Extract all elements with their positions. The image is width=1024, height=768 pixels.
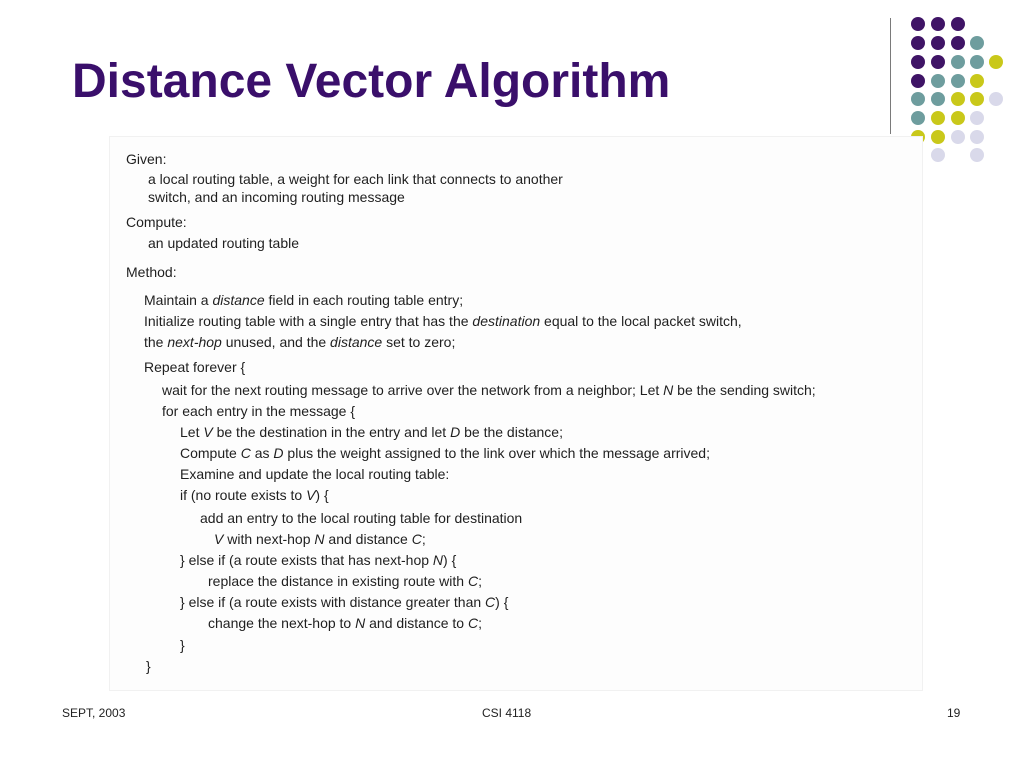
decor-dot	[951, 130, 965, 144]
algorithm-figure	[110, 137, 922, 690]
decor-dot	[931, 111, 945, 125]
method-line: V with next-hop N and distance C;	[214, 531, 426, 547]
decor-dot	[931, 55, 945, 69]
method-line: Maintain a distance field in each routing table entry;	[144, 292, 464, 308]
decor-dot	[931, 130, 945, 144]
decor-dot	[970, 74, 984, 88]
decor-dot	[970, 148, 984, 162]
decor-dot	[911, 74, 925, 88]
section-given-heading: Given:	[126, 151, 167, 167]
given-text-line: a local routing table, a weight for each link that connects to another	[148, 171, 563, 187]
method-line: change the next-hop to N and distance to C;	[208, 615, 482, 631]
method-line: replace the distance in existing route with C;	[208, 573, 482, 589]
section-method-heading: Method:	[126, 264, 177, 280]
method-line: if (no route exists to V) {	[180, 487, 329, 503]
decor-dot	[931, 148, 945, 162]
footer-date: SEPT, 2003	[62, 706, 126, 720]
method-line: }	[146, 658, 151, 674]
method-line: for each entry in the message {	[162, 403, 355, 419]
decor-dot	[951, 74, 965, 88]
decor-dot	[931, 92, 945, 106]
decor-dot	[911, 36, 925, 50]
method-line: Examine and update the local routing table:	[180, 466, 450, 482]
decor-dot	[970, 55, 984, 69]
decor-dot	[970, 130, 984, 144]
decor-dot	[951, 17, 965, 31]
given-text-line: switch, and an incoming routing message	[148, 189, 405, 205]
method-line: wait for the next routing message to arrive over the network from a neighbor; Let N be the sending switch;	[162, 382, 816, 398]
decor-dot	[911, 17, 925, 31]
method-line: } else if (a route exists with distance greater than C) {	[180, 594, 509, 610]
decor-dot	[911, 92, 925, 106]
decor-dot	[951, 36, 965, 50]
method-line: Let V be the destination in the entry and let D be the distance;	[180, 424, 563, 440]
decor-dot	[911, 55, 925, 69]
decor-dot	[970, 36, 984, 50]
decor-dot	[951, 111, 965, 125]
decor-dot	[931, 17, 945, 31]
decor-dot	[911, 111, 925, 125]
section-compute-heading: Compute:	[126, 214, 187, 230]
decor-dot	[931, 74, 945, 88]
title-divider-line	[890, 18, 891, 134]
method-line: the next-hop unused, and the distance set to zero;	[144, 334, 456, 350]
method-line: Repeat forever {	[144, 359, 246, 375]
decor-dot	[989, 92, 1003, 106]
compute-text-line: an updated routing table	[148, 235, 300, 251]
decor-dot	[970, 111, 984, 125]
decor-dot	[951, 92, 965, 106]
method-line: } else if (a route exists that has next-hop N) {	[180, 552, 457, 568]
method-line: }	[180, 637, 185, 653]
decor-dot	[970, 92, 984, 106]
footer-course: CSI 4118	[482, 706, 532, 720]
method-line: Initialize routing table with a single entry that has the destination equal to the local packet switch,	[144, 313, 742, 329]
footer-page-number: 19	[947, 706, 961, 720]
method-line: add an entry to the local routing table for destination	[200, 510, 523, 526]
decor-dot	[951, 55, 965, 69]
decor-dot	[989, 55, 1003, 69]
decor-dot	[931, 36, 945, 50]
slide-title: Distance Vector Algorithm	[72, 55, 671, 108]
method-line: Compute C as D plus the weight assigned to the link over which the message arrived;	[180, 445, 710, 461]
